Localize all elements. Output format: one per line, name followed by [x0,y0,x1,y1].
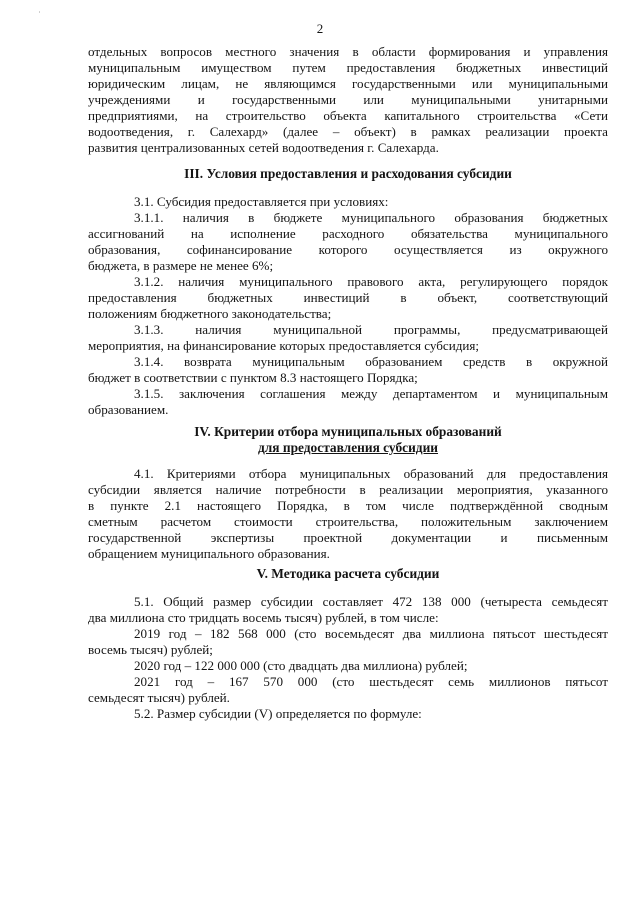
text-line: восемь тысяч) рублей; [88,642,213,657]
text-line: бюджета, в размере не менее 6%; [88,258,274,273]
text-line: развития централизованных сетей водоотведения г. Салехарда. [88,140,439,155]
text-line: государственной экспертизы проектной документации и письменным [88,530,608,545]
text-line: 3.1.2. наличия муниципального правового акта, регулирующего порядок [134,274,608,289]
section-3-heading: III. Условия предоставления и расходования субсидии [184,166,512,181]
text-line: 3.1.1. наличия в бюджете муниципального образования бюджетных [134,210,608,225]
text-line: положениям бюджетного законодательства; [88,306,332,321]
text-line: 5.1. Общий размер субсидии составляет 472 138 000 (четыреста семьдесят [134,594,608,609]
text-line: образованием. [88,402,169,417]
text-line: обращением муниципального образования. [88,546,330,561]
text-line: предоставления бюджетных инвестиций в объект, соответствующий [88,290,608,305]
text-line: отдельных вопросов местного значения в области формирования и управления [88,44,608,59]
text-line: водоотведения, г. Салехард» (далее – объект) в рамках реализации проекта [88,124,608,139]
text-line: ассигнований на исполнение расходного обязательства муниципального [88,226,608,241]
text-line: 3.1.4. возврата муниципальным образованием средств в окружной [134,354,608,369]
text-line: 3.1.3. наличия муниципальной программы, предусматривающей [134,322,608,337]
text-line: субсидии является наличие потребности в реализации мероприятия, указанного [88,482,608,497]
text-line: в пункте 2.1 настоящего Порядка, в том числе подтверждённой сводным [88,498,608,513]
year-2020-amount: 2020 год – 122 000 000 (сто двадцать два миллиона) рублей; [134,658,468,673]
text-line: предприятиями, на строительство объекта капитального строительства «Сети [88,108,608,123]
section-4-heading-line-1: IV. Критерии отбора муниципальных образований [194,424,502,439]
section-4-heading-line-2 [88,440,608,456]
text-line: муниципальным имуществом путем предоставления бюджетных инвестиций [88,60,608,75]
section-4-heading-underlined: для предоставления субсидии [257,440,439,455]
text-line: бюджет в соответствии с пунктом 8.3 настоящего Порядка; [88,370,418,385]
scan-mark: ˙ [38,10,41,20]
text-line: 3.1.5. заключения соглашения между департаментом и муниципальным [134,386,608,401]
page-number: 2 [316,21,324,36]
text-line: сметным расчетом стоимости строительства, положительным заключением [88,514,608,529]
text-line: два миллиона сто тридцать восемь тысяч) рублей, в том числе: [88,610,439,625]
text-line: мероприятия, на финансирование которых предоставляется субсидия; [88,338,480,353]
text-line: юридическим лицам, не являющимся государственными или муниципальными [88,76,608,91]
clause-5-2: 5.2. Размер субсидии (V) определяется по формуле: [134,706,422,721]
clause-3-1: 3.1. Субсидия предоставляется при условиях: [134,194,389,209]
text-line: семьдесят тысяч) рублей. [88,690,230,705]
section-5-heading: V. Методика расчета субсидии [256,566,440,581]
text-line: образования, софинансирование которого осуществляется из окружного [88,242,608,257]
text-line: 2021 год – 167 570 000 (сто шестьдесят семь миллионов пятьсот [134,674,608,689]
text-line: учреждениями и государственными или муниципальными унитарными [88,92,608,107]
text-line: 4.1. Критериями отбора муниципальных образований для предоставления [134,466,608,481]
text-line: 2019 год – 182 568 000 (сто восемьдесят два миллиона пятьсот шестьдесят [134,626,608,641]
